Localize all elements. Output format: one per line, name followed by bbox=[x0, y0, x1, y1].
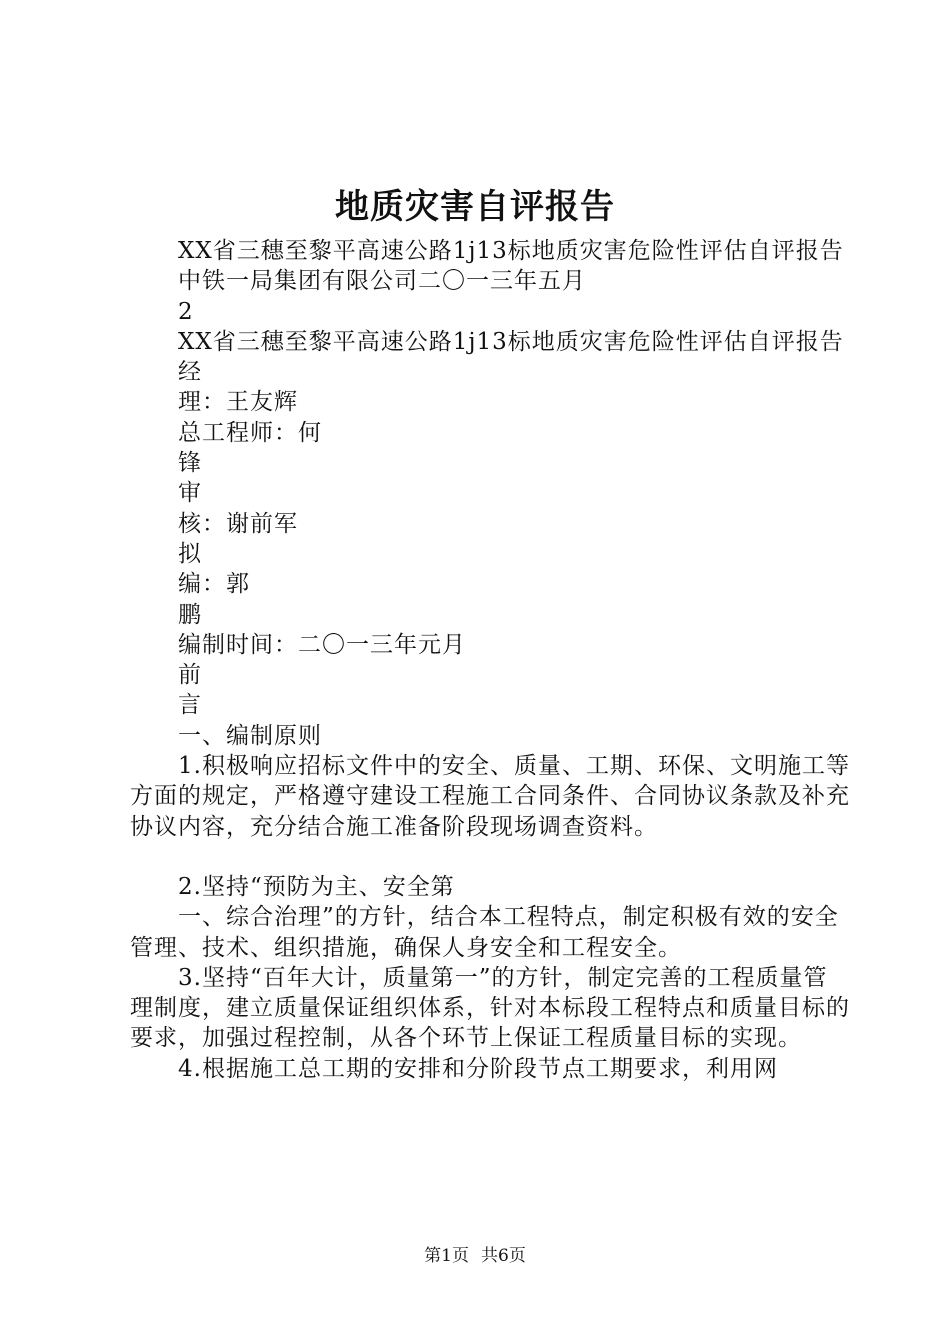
paragraph: 3.坚持“百年大计，质量第一”的方针，制定完善的工程质量管理制度，建立质量保证组织体系，针对本标段工程特点和质量目标的要求，加强过程控制，从各个环节上保证工程质量目标的实现。 bbox=[130, 964, 850, 1052]
paragraph: 总工程师：何 bbox=[178, 419, 322, 446]
page-footer bbox=[0, 1244, 950, 1268]
paragraph: 言 bbox=[178, 692, 202, 719]
section-heading: 一、编制原则 bbox=[178, 722, 322, 749]
paragraph: 2.坚持“预防为主、安全第 bbox=[178, 873, 455, 900]
paragraph: 审 bbox=[178, 480, 202, 507]
paragraph: 编：郭 bbox=[178, 571, 250, 598]
paragraph: 拟 bbox=[178, 540, 202, 567]
paragraph: 1.积极响应招标文件中的安全、质量、工期、环保、文明施工等方面的规定，严格遵守建设工程施工合同条件、合同协议条款及补充协议内容，充分结合施工准备阶段现场调查资料。 bbox=[130, 753, 850, 840]
paragraph: 4.根据施工总工期的安排和分阶段节点工期要求，利用网 bbox=[178, 1055, 778, 1082]
paragraph: 编制时间：二〇一三年元月 bbox=[178, 631, 466, 658]
paragraph: 一、综合治理”的方针，结合本工程特点，制定积极有效的安全管理、技术、组织措施，确保人身安全和工程安全。 bbox=[130, 904, 839, 961]
paragraph: 2 bbox=[178, 298, 194, 325]
paragraph: 锋 bbox=[178, 450, 202, 477]
paragraph: 鹏 bbox=[178, 601, 202, 628]
page-number: 第1页 bbox=[424, 1246, 469, 1266]
paragraph: XX省三穗至黎平高速公路1j13标地质灾害危险性评估自评报告 bbox=[178, 238, 844, 264]
document-title: 地质灾害自评报告 bbox=[335, 187, 615, 227]
paragraph: XX省三穗至黎平高速公路1j13标地质灾害危险性评估自评报告 bbox=[178, 328, 844, 355]
paragraph: 经 bbox=[178, 359, 202, 386]
paragraph: 中铁一局集团有限公司二〇一三年五月 bbox=[178, 268, 586, 295]
paragraph: 理：王友辉 bbox=[178, 389, 298, 416]
paragraph: 核：谢前军 bbox=[178, 510, 298, 537]
page-total: 共6页 bbox=[481, 1246, 526, 1266]
paragraph: 前 bbox=[178, 662, 202, 689]
document-body bbox=[130, 236, 850, 1084]
